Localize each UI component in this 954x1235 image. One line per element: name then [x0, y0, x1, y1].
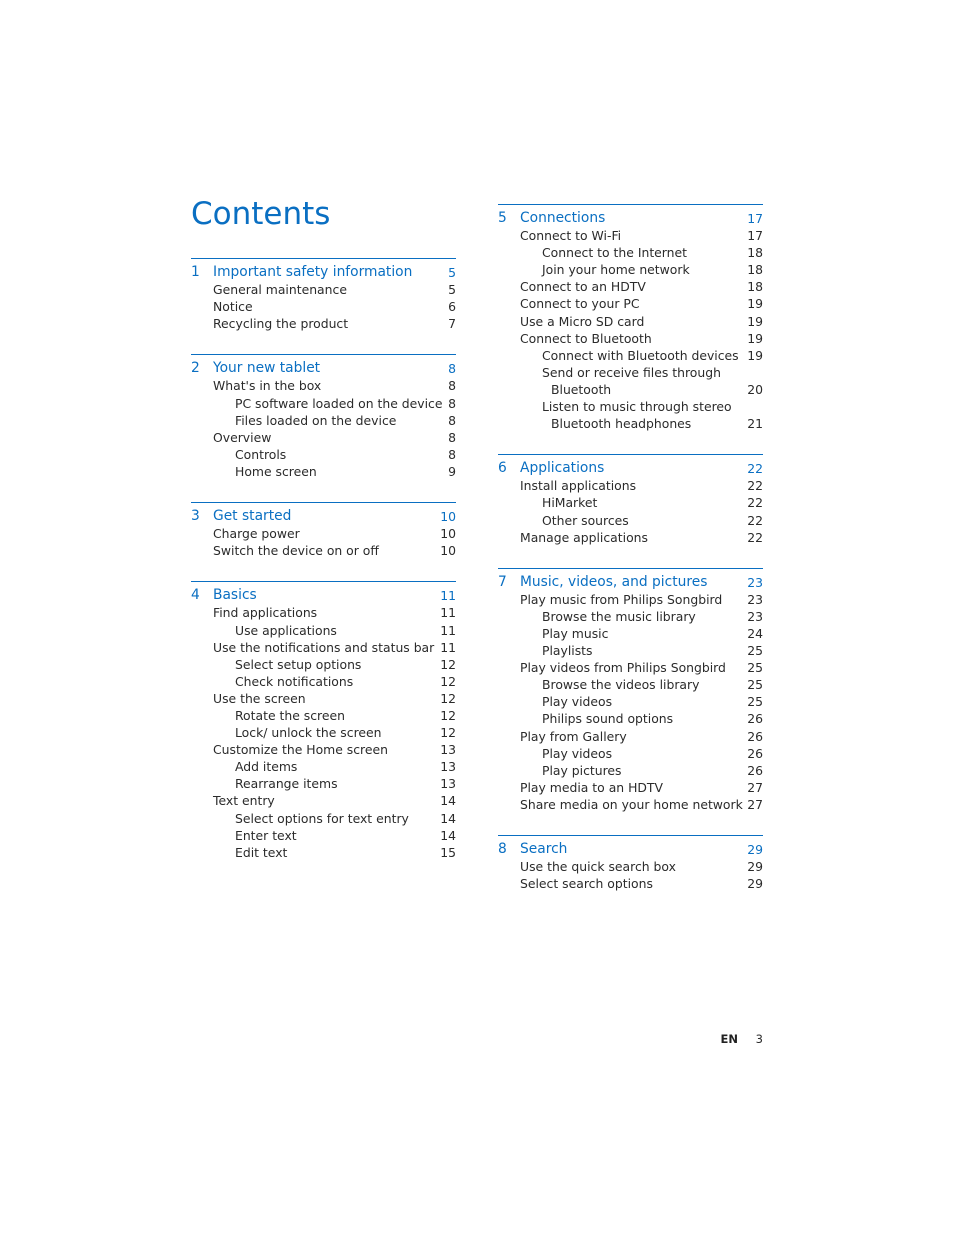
page-footer — [721, 1032, 763, 1046]
toc-entry-title: Use applications — [235, 622, 337, 638]
toc-entry-page-number: 22 — [747, 512, 763, 528]
section-page-number: 10 — [440, 509, 456, 525]
toc-section-heading[interactable] — [191, 360, 456, 377]
toc-entry[interactable] — [498, 591, 763, 608]
toc-entry-title: Browse the videos library — [542, 677, 700, 693]
section-number: 3 — [191, 508, 200, 525]
toc-entry[interactable] — [191, 707, 456, 724]
toc-entry[interactable] — [498, 659, 763, 676]
toc-section-heading[interactable] — [191, 587, 456, 604]
toc-section-heading[interactable] — [498, 460, 763, 477]
toc-entry-page-number: 19 — [747, 330, 763, 346]
toc-entry-title: Play videos — [542, 745, 613, 761]
toc-entry[interactable] — [191, 315, 456, 332]
toc-entry-title: Play videos from Philips Songbird — [520, 660, 726, 676]
toc-entry-title: Join your home network — [542, 262, 690, 278]
toc-entry[interactable] — [191, 395, 456, 412]
toc-entry-title: General maintenance — [213, 282, 347, 298]
toc-entry[interactable] — [498, 875, 763, 892]
toc-entry-page-number: 26 — [747, 745, 763, 761]
section-title: Get started — [213, 508, 292, 525]
toc-entry-title: Play media to an HDTV — [520, 779, 663, 795]
toc-entry[interactable] — [191, 775, 456, 792]
toc-entry[interactable] — [191, 639, 456, 656]
toc-entry-title: Connect to the Internet — [542, 245, 688, 261]
toc-section-heading[interactable] — [498, 841, 763, 858]
toc-entry-title: Files loaded on the device — [235, 412, 397, 428]
toc-entry-title: Overview — [213, 429, 272, 445]
toc-entry-title: Recycling the product — [213, 316, 349, 332]
section-page-number: 22 — [747, 461, 763, 477]
toc-entry[interactable] — [191, 810, 456, 827]
section-number: 6 — [498, 460, 507, 477]
section-title: Music, videos, and pictures — [520, 573, 708, 590]
toc-entry-title: Share media on your home network — [520, 796, 743, 812]
toc-entry[interactable] — [191, 377, 456, 394]
toc-entry[interactable] — [498, 779, 763, 796]
toc-entry[interactable] — [191, 429, 456, 446]
toc-entry[interactable] — [498, 494, 763, 511]
toc-entry-page-number: 5 — [448, 282, 456, 298]
section-page-number: 8 — [448, 361, 456, 377]
toc-entry-title: Play music from Philips Songbird — [520, 591, 723, 607]
toc-entry[interactable] — [498, 762, 763, 779]
toc-section-6 — [498, 454, 763, 545]
toc-entry-page-number: 22 — [747, 529, 763, 545]
toc-entry-page-number: 8 — [448, 395, 456, 411]
toc-entry[interactable] — [191, 525, 456, 542]
toc-entry-page-number: 12 — [440, 725, 456, 741]
section-number: 2 — [191, 360, 200, 377]
toc-entry-title: Play videos — [542, 694, 613, 710]
toc-entry-title: Add items — [235, 759, 298, 775]
toc-entry[interactable] — [498, 529, 763, 546]
toc-entry-page-number: 12 — [440, 673, 456, 689]
toc-section-heading[interactable] — [498, 210, 763, 227]
toc-entry-title: Install applications — [520, 478, 637, 494]
page-title: Contents — [191, 196, 331, 232]
toc-entry-title: Use a Micro SD card — [520, 313, 645, 329]
toc-entry[interactable] — [498, 244, 763, 261]
toc-entry-page-number: 14 — [440, 827, 456, 843]
toc-entry[interactable] — [498, 227, 763, 244]
toc-entry-title: Connect to your PC — [520, 296, 640, 312]
toc-entry-title: Switch the device on or off — [213, 543, 379, 559]
toc-entry-title: Play pictures — [542, 762, 622, 778]
toc-entry-title: Enter text — [235, 827, 297, 843]
toc-entry-title: What's in the box — [213, 378, 322, 394]
toc-section-5 — [498, 204, 763, 432]
toc-entry-page-number: 22 — [747, 495, 763, 511]
toc-entry-title: Select setup options — [235, 656, 362, 672]
toc-entry-page-number: 22 — [747, 478, 763, 494]
toc-entry-page-number: 17 — [747, 228, 763, 244]
toc-entry[interactable] — [498, 261, 763, 278]
toc-entry-title: Connect with Bluetooth devices — [542, 347, 739, 363]
toc-section-3 — [191, 502, 456, 559]
toc-entry-page-number: 11 — [440, 639, 456, 655]
toc-left-column — [191, 258, 456, 861]
toc-entry[interactable] — [498, 477, 763, 494]
toc-entry-page-number: 29 — [747, 876, 763, 892]
toc-entry-title: Lock/ unlock the screen — [235, 725, 382, 741]
section-title: Your new tablet — [213, 360, 321, 377]
toc-entry[interactable] — [191, 792, 456, 809]
toc-entry-title: Notice — [213, 299, 253, 315]
section-page-number: 17 — [747, 211, 763, 226]
toc-entry-title: Check notifications — [235, 673, 354, 689]
toc-section-heading[interactable] — [191, 264, 456, 281]
toc-entry-page-number: 10 — [440, 543, 456, 559]
toc-entry-page-number: 12 — [440, 656, 456, 672]
section-page-number: 5 — [448, 265, 456, 280]
toc-entry-page-number: 21 — [747, 416, 763, 432]
toc-entry-page-number: 25 — [747, 643, 763, 659]
toc-entry-page-number: 25 — [747, 694, 763, 710]
toc-entry-title: Home screen — [235, 463, 317, 479]
toc-entry[interactable] — [191, 298, 456, 315]
toc-entry-page-number: 19 — [747, 347, 763, 363]
toc-entry-page-number: 26 — [747, 762, 763, 778]
section-title: Basics — [213, 587, 257, 604]
toc-entry[interactable] — [498, 313, 763, 330]
toc-entry-title: Play from Gallery — [520, 728, 627, 744]
toc-entry-title: Find applications — [213, 605, 318, 621]
toc-entry-title: Customize the Home screen — [213, 742, 388, 758]
toc-entry-page-number: 24 — [747, 625, 763, 641]
toc-entry-page-number: 7 — [448, 316, 456, 332]
toc-section-heading[interactable] — [498, 574, 763, 591]
section-page-number: 11 — [440, 588, 456, 604]
toc-entry-title: Play music — [542, 625, 609, 641]
toc-entry[interactable] — [191, 446, 456, 463]
toc-entry-title: Edit text — [235, 844, 288, 860]
section-number: 7 — [498, 573, 507, 590]
page-number: 3 — [755, 1032, 763, 1046]
toc-section-8 — [498, 835, 763, 892]
toc-entry-page-number: 8 — [448, 446, 456, 462]
toc-entry-title: Send or receive files through — [542, 364, 721, 380]
toc-entry[interactable] — [498, 728, 763, 745]
section-title: Search — [520, 841, 568, 857]
toc-entry[interactable] — [498, 278, 763, 295]
toc-entry-title: PC software loaded on the device — [235, 395, 443, 411]
toc-entry-page-number: 26 — [747, 711, 763, 727]
toc-entry-title: Text entry — [213, 793, 275, 809]
toc-entry-title: Bluetooth headphones — [551, 416, 692, 432]
toc-entry[interactable] — [498, 398, 763, 415]
toc-section-1 — [191, 258, 456, 332]
toc-entry-page-number: 13 — [440, 776, 456, 792]
toc-entry[interactable] — [498, 608, 763, 625]
toc-entry-page-number: 23 — [747, 591, 763, 607]
toc-entry[interactable] — [498, 745, 763, 762]
toc-section-7 — [498, 568, 763, 813]
toc-entry[interactable] — [498, 676, 763, 693]
toc-entry[interactable] — [498, 295, 763, 312]
toc-entry[interactable] — [191, 724, 456, 741]
toc-entry-page-number: 19 — [747, 296, 763, 312]
toc-entry-title: Listen to music through stereo — [542, 399, 732, 415]
toc-entry-title: Connect to an HDTV — [520, 279, 646, 295]
language-code: EN — [720, 1032, 739, 1046]
toc-entry[interactable] — [191, 690, 456, 707]
toc-entry-title: Other sources — [542, 512, 629, 528]
toc-entry[interactable] — [191, 741, 456, 758]
toc-entry-page-number: 9 — [448, 463, 456, 479]
toc-entry-title: Connect to Bluetooth — [520, 330, 652, 346]
toc-entry-title: Playlists — [542, 643, 593, 659]
section-page-number: 29 — [747, 842, 763, 857]
toc-entry-page-number: 23 — [747, 608, 763, 624]
section-title: Important safety information — [213, 264, 413, 280]
toc-entry[interactable] — [498, 796, 763, 813]
toc-section-heading[interactable] — [191, 508, 456, 525]
toc-entry[interactable] — [191, 622, 456, 639]
toc-entry-title: Browse the music library — [542, 608, 696, 624]
toc-entry-page-number: 11 — [440, 622, 456, 638]
toc-entry[interactable] — [191, 412, 456, 429]
toc-entry-title: Philips sound options — [542, 711, 674, 727]
toc-entry[interactable] — [498, 710, 763, 727]
toc-entry-page-number: 11 — [440, 605, 456, 621]
toc-entry-title: Use the screen — [213, 690, 306, 706]
toc-entry-page-number: 20 — [747, 381, 763, 397]
section-number: 1 — [191, 264, 200, 280]
section-number: 4 — [191, 587, 200, 604]
toc-entry-title: HiMarket — [542, 495, 598, 511]
toc-entry[interactable] — [191, 604, 456, 621]
toc-entry-page-number: 14 — [440, 810, 456, 826]
toc-entry[interactable] — [191, 673, 456, 690]
toc-entry-page-number: 18 — [747, 279, 763, 295]
toc-entry-page-number: 25 — [747, 660, 763, 676]
toc-entry-title: Select options for text entry — [235, 810, 409, 826]
toc-entry-page-number: 26 — [747, 728, 763, 744]
toc-entry[interactable] — [498, 625, 763, 642]
toc-entry-page-number: 27 — [747, 779, 763, 795]
toc-entry[interactable] — [191, 827, 456, 844]
toc-entry-page-number: 13 — [440, 742, 456, 758]
toc-entry-title: Use the notifications and status bar — [213, 639, 435, 655]
toc-entry[interactable] — [498, 330, 763, 347]
toc-entry-page-number: 8 — [448, 412, 456, 428]
toc-right-column — [498, 204, 763, 892]
toc-entry-page-number: 10 — [440, 526, 456, 542]
toc-entry-page-number: 14 — [440, 793, 456, 809]
toc-entry[interactable] — [191, 281, 456, 298]
toc-entry-page-number: 18 — [747, 245, 763, 261]
section-number: 8 — [498, 841, 507, 857]
toc-entry-title: Bluetooth — [551, 381, 612, 397]
toc-entry-page-number: 6 — [448, 299, 456, 315]
toc-entry-page-number: 8 — [448, 378, 456, 394]
toc-entry[interactable] — [498, 858, 763, 875]
toc-entry[interactable] — [498, 381, 763, 398]
toc-entry-page-number: 15 — [440, 844, 456, 860]
toc-entry[interactable] — [498, 347, 763, 364]
section-title: Applications — [520, 460, 605, 477]
toc-entry-title: Select search options — [520, 876, 653, 892]
toc-entry-title: Rotate the screen — [235, 707, 345, 723]
toc-entry-page-number: 8 — [448, 429, 456, 445]
toc-entry-title: Manage applications — [520, 529, 648, 545]
toc-entry-page-number: 13 — [440, 759, 456, 775]
toc-entry[interactable] — [191, 758, 456, 775]
toc-section-2 — [191, 354, 456, 480]
toc-entry-title: Rearrange items — [235, 776, 338, 792]
toc-entry-page-number: 18 — [747, 262, 763, 278]
toc-entry-title: Connect to Wi-Fi — [520, 228, 622, 244]
toc-entry-page-number: 27 — [747, 796, 763, 812]
section-title: Connections — [520, 210, 606, 226]
toc-entry-page-number: 19 — [747, 313, 763, 329]
section-page-number: 23 — [747, 574, 763, 590]
toc-entry-title: Controls — [235, 446, 287, 462]
toc-entry[interactable] — [498, 642, 763, 659]
toc-entry[interactable] — [191, 463, 456, 480]
toc-entry-title: Charge power — [213, 526, 300, 542]
section-number: 5 — [498, 210, 507, 226]
toc-entry[interactable] — [191, 844, 456, 861]
toc-entry-title: Use the quick search box — [520, 859, 676, 875]
toc-section-4 — [191, 581, 456, 861]
toc-entry[interactable] — [191, 542, 456, 559]
toc-entry-page-number: 12 — [440, 690, 456, 706]
toc-entry[interactable] — [498, 364, 763, 381]
toc-entry-page-number: 12 — [440, 707, 456, 723]
toc-entry[interactable] — [498, 693, 763, 710]
toc-entry-page-number: 29 — [747, 859, 763, 875]
toc-entry[interactable] — [191, 656, 456, 673]
toc-entry-page-number: 25 — [747, 677, 763, 693]
toc-entry[interactable] — [498, 512, 763, 529]
toc-entry[interactable] — [498, 415, 763, 432]
